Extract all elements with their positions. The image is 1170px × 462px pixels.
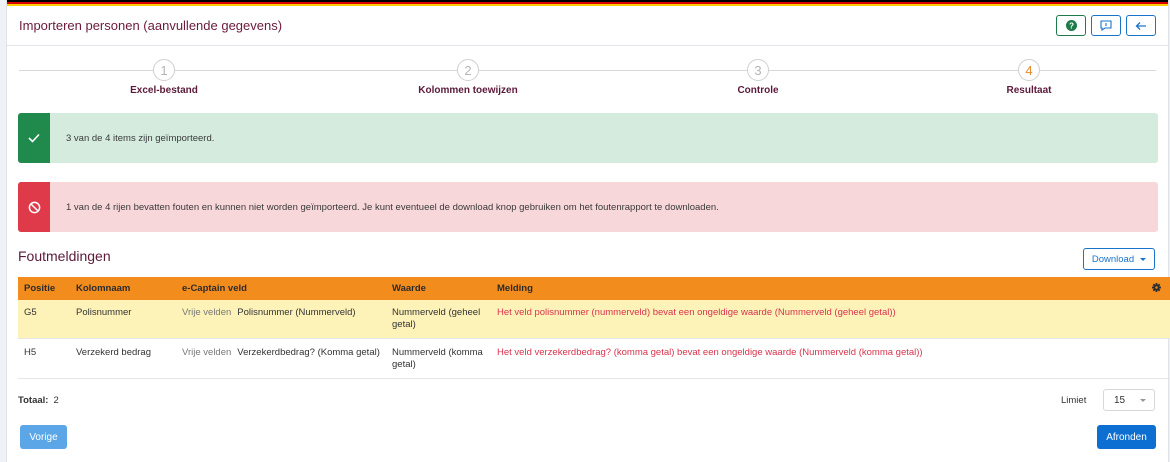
cell-veld (176, 300, 386, 339)
success-message: 3 van de 4 items zijn geïmporteerd. (66, 132, 215, 144)
step-label: Kolommen toewijzen (418, 85, 518, 96)
table-row (18, 300, 1170, 339)
waarde-line: getal) (392, 359, 416, 370)
column-header: e-Captain veld (182, 283, 247, 294)
previous-button[interactable]: Vorige (20, 425, 67, 449)
page-title: Importeren personen (aanvullende gegevens) (19, 18, 283, 33)
svg-text:?: ? (1068, 21, 1074, 31)
help-button[interactable] (1056, 15, 1086, 36)
column-header: Waarde (392, 283, 426, 294)
limit-label: Limiet (1061, 395, 1087, 406)
check-icon (28, 133, 40, 143)
column-header: Positie (24, 283, 56, 294)
total-count (18, 395, 59, 406)
flag-stripe (7, 0, 1168, 6)
step-excel (74, 59, 254, 96)
cell-melding: Het veld verzekerdbedrag? (komma getal) bevat een ongeldige waarde (Nummerveld (komma getal)) (497, 347, 923, 358)
cell-melding: Het veld polisnummer (nummerveld) bevat een ongeldige waarde (Nummerveld (geheel getal)) (497, 307, 896, 318)
errors-table (18, 277, 1170, 379)
page (6, 0, 1169, 462)
column-header: Kolomnaam (76, 283, 131, 294)
step-kolommen (378, 59, 558, 96)
caret-down-icon (1140, 258, 1146, 261)
cell-empty (1146, 300, 1170, 339)
veld-prefix: Vrije velden (182, 347, 232, 358)
section-title: Foutmeldingen (18, 248, 111, 264)
download-label: Download (1091, 253, 1135, 265)
waarde-line: Nummerveld (komma (392, 347, 483, 358)
cell-kolomnaam: Polisnummer (76, 307, 132, 318)
cell-positie: H5 (24, 347, 37, 358)
cell-veld (176, 339, 386, 379)
help-icon (1066, 20, 1077, 31)
waarde-line: getal) (392, 319, 416, 330)
step-label: Resultaat (1006, 85, 1052, 96)
finish-button[interactable]: Afronden (1097, 425, 1156, 449)
veld-prefix: Vrije velden (182, 307, 232, 318)
veld-name: Polisnummer (Nummerveld) (237, 307, 356, 318)
step-circle: 1 (153, 59, 175, 81)
ban-icon (28, 201, 41, 214)
back-button[interactable] (1126, 15, 1156, 36)
feedback-icon (1100, 20, 1112, 31)
cell-positie: G5 (24, 307, 37, 318)
settings-cell[interactable] (1146, 277, 1170, 300)
page-header (7, 6, 1168, 46)
cell-waarde (386, 339, 491, 379)
error-message: 1 van de 4 rijen bevatten fouten en kunnen niet worden geïmporteerd. Je kunt eventueel de download knop gebruiken om het foutenrapport te downloaden. (66, 201, 719, 213)
column-header: Melding (497, 283, 533, 294)
limit-value: 15 (1114, 394, 1126, 406)
table-row (18, 339, 1170, 379)
download-button[interactable] (1083, 248, 1155, 270)
cell-waarde (386, 300, 491, 339)
step-circle: 2 (457, 59, 479, 81)
success-alert (18, 113, 1158, 163)
chevron-down-icon (1140, 399, 1146, 402)
cell-empty (1146, 339, 1170, 379)
veld-name: Verzekerdbedrag? (Komma getal) (237, 347, 380, 358)
step-resultaat (939, 59, 1119, 96)
step-label: Controle (737, 85, 779, 96)
total-label: Totaal: (18, 395, 49, 406)
progress-stepper (19, 46, 1156, 106)
cell-kolomnaam: Verzekerd bedrag (76, 347, 151, 358)
step-label: Excel-bestand (130, 85, 198, 96)
step-circle: 3 (747, 59, 769, 81)
step-circle: 4 (1018, 59, 1040, 81)
limit-select[interactable] (1103, 389, 1155, 411)
error-alert (18, 182, 1158, 232)
step-controle (668, 59, 848, 96)
table-header-row (18, 277, 1170, 300)
gear-icon[interactable] (1152, 283, 1161, 292)
total-value: 2 (53, 395, 59, 406)
back-arrow-icon (1135, 21, 1147, 31)
feedback-button[interactable] (1091, 15, 1121, 36)
waarde-line: Nummerveld (geheel (392, 307, 481, 318)
